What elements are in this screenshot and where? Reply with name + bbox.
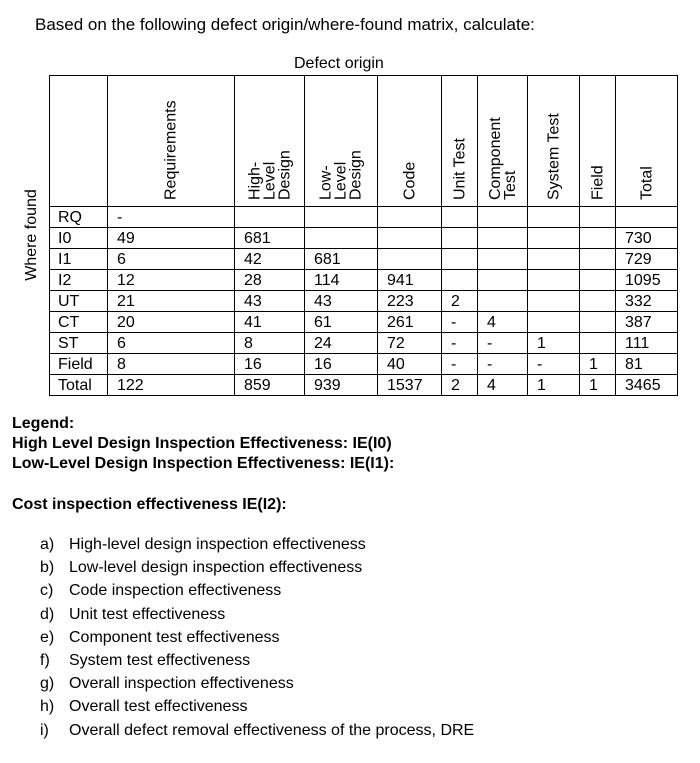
table-cell bbox=[616, 207, 678, 228]
defect-origin-label: Defect origin bbox=[294, 55, 384, 72]
table-cell: 730 bbox=[616, 228, 678, 249]
table-row bbox=[50, 291, 678, 312]
table-cell bbox=[478, 228, 528, 249]
table-cell: 28 bbox=[235, 270, 305, 291]
table-cell: 3465 bbox=[616, 375, 678, 396]
table-cell: - bbox=[528, 354, 580, 375]
matrix-header-row bbox=[50, 76, 678, 207]
task-text: Overall test effectiveness bbox=[69, 698, 248, 716]
table-cell: 6 bbox=[108, 333, 235, 354]
table-cell bbox=[478, 249, 528, 270]
column-header: Code bbox=[378, 76, 442, 207]
column-header: Low-Level Design bbox=[305, 76, 378, 207]
table-cell: - bbox=[442, 354, 478, 375]
table-cell: - bbox=[478, 333, 528, 354]
where-found-label: Where found bbox=[23, 189, 40, 281]
task-item bbox=[40, 697, 474, 720]
table-cell bbox=[478, 291, 528, 312]
table-cell: 24 bbox=[305, 333, 378, 354]
table-cell: 16 bbox=[235, 354, 305, 375]
table-cell bbox=[580, 249, 616, 270]
table-cell: 111 bbox=[616, 333, 678, 354]
table-cell: - bbox=[108, 207, 235, 228]
table-cell bbox=[528, 270, 580, 291]
task-marker: e) bbox=[40, 628, 55, 646]
table-cell: - bbox=[442, 312, 478, 333]
task-text: Overall inspection effectiveness bbox=[69, 675, 294, 693]
matrix-corner-cell bbox=[50, 76, 108, 207]
task-item bbox=[40, 605, 474, 628]
table-cell bbox=[528, 291, 580, 312]
table-row bbox=[50, 207, 678, 228]
table-cell: 1537 bbox=[378, 375, 442, 396]
row-label: CT bbox=[50, 312, 108, 333]
task-text: System test effectiveness bbox=[69, 651, 251, 669]
table-cell: 859 bbox=[235, 375, 305, 396]
table-cell: 1 bbox=[580, 375, 616, 396]
table-row bbox=[50, 270, 678, 291]
table-cell: 2 bbox=[442, 375, 478, 396]
table-cell: 261 bbox=[378, 312, 442, 333]
table-cell: 21 bbox=[108, 291, 235, 312]
column-header: Field bbox=[580, 76, 616, 207]
table-cell: 6 bbox=[108, 249, 235, 270]
table-cell: 20 bbox=[108, 312, 235, 333]
table-cell bbox=[442, 228, 478, 249]
row-label: Field bbox=[50, 354, 108, 375]
table-cell: 4 bbox=[478, 375, 528, 396]
task-text: Component test effectiveness bbox=[69, 628, 280, 646]
task-text: Code inspection effectiveness bbox=[69, 582, 282, 600]
table-cell bbox=[580, 312, 616, 333]
task-text: Unit test effectiveness bbox=[69, 605, 226, 623]
table-cell: 72 bbox=[378, 333, 442, 354]
table-cell: - bbox=[442, 333, 478, 354]
row-label: I1 bbox=[50, 249, 108, 270]
task-marker: g) bbox=[40, 675, 55, 693]
table-cell bbox=[378, 228, 442, 249]
table-cell: 2 bbox=[442, 291, 478, 312]
table-cell: 387 bbox=[616, 312, 678, 333]
table-cell: 681 bbox=[305, 249, 378, 270]
table-cell bbox=[305, 228, 378, 249]
table-cell bbox=[528, 228, 580, 249]
task-marker: c) bbox=[40, 582, 54, 600]
table-cell bbox=[478, 270, 528, 291]
table-cell: 16 bbox=[305, 354, 378, 375]
table-cell: 43 bbox=[305, 291, 378, 312]
defect-matrix bbox=[49, 75, 678, 396]
legend bbox=[12, 414, 394, 474]
table-row bbox=[50, 312, 678, 333]
table-row bbox=[50, 354, 678, 375]
legend-line: Low-Level Design Inspection Effectiveness: IE(I1): bbox=[12, 455, 395, 472]
table-cell: 729 bbox=[616, 249, 678, 270]
task-marker: a) bbox=[40, 536, 55, 553]
column-header: High-Level Design bbox=[235, 76, 305, 207]
task-marker: h) bbox=[40, 698, 55, 716]
task-item bbox=[40, 674, 474, 697]
table-cell bbox=[478, 207, 528, 228]
task-item bbox=[40, 721, 474, 744]
table-cell bbox=[580, 207, 616, 228]
row-label: UT bbox=[50, 291, 108, 312]
column-header: Unit Test bbox=[442, 76, 478, 207]
table-cell: 1095 bbox=[616, 270, 678, 291]
row-label: ST bbox=[50, 333, 108, 354]
column-header: Component Test bbox=[478, 76, 528, 207]
column-header: System Test bbox=[528, 76, 580, 207]
table-cell: 43 bbox=[235, 291, 305, 312]
row-label: I0 bbox=[50, 228, 108, 249]
table-cell: 681 bbox=[235, 228, 305, 249]
table-cell bbox=[378, 207, 442, 228]
table-cell: 49 bbox=[108, 228, 235, 249]
task-list bbox=[40, 535, 474, 744]
row-label: I2 bbox=[50, 270, 108, 291]
table-cell: 122 bbox=[108, 375, 235, 396]
column-header: Total bbox=[616, 76, 678, 207]
intro-text: Based on the following defect origin/where-found matrix, calculate: bbox=[35, 15, 535, 34]
table-cell bbox=[442, 249, 478, 270]
table-cell bbox=[235, 207, 305, 228]
task-item bbox=[40, 628, 474, 651]
table-cell bbox=[528, 249, 580, 270]
table-cell bbox=[305, 207, 378, 228]
table-cell: 332 bbox=[616, 291, 678, 312]
table-cell bbox=[528, 312, 580, 333]
task-item bbox=[40, 581, 474, 604]
table-cell: 939 bbox=[305, 375, 378, 396]
table-row bbox=[50, 333, 678, 354]
task-item bbox=[40, 651, 474, 674]
task-marker: i) bbox=[40, 721, 49, 739]
task-marker: b) bbox=[40, 559, 55, 577]
task-item bbox=[40, 558, 474, 581]
legend-title: Legend: bbox=[12, 415, 75, 432]
table-cell: 1 bbox=[580, 354, 616, 375]
table-cell bbox=[580, 333, 616, 354]
column-header: Requirements bbox=[108, 76, 235, 207]
cost-line: Cost inspection effectiveness IE(I2): bbox=[12, 496, 287, 513]
table-cell bbox=[442, 207, 478, 228]
table-row bbox=[50, 375, 678, 396]
table-cell bbox=[378, 249, 442, 270]
table-cell: - bbox=[478, 354, 528, 375]
task-text: Low-level design inspection effectiveness bbox=[69, 559, 363, 577]
task-marker: f) bbox=[40, 651, 50, 669]
legend-line: High Level Design Inspection Effectiveness: IE(I0) bbox=[12, 435, 392, 452]
table-cell: 61 bbox=[305, 312, 378, 333]
table-row bbox=[50, 228, 678, 249]
task-text: High-level design inspection effectiveness bbox=[69, 536, 366, 553]
table-cell: 1 bbox=[528, 375, 580, 396]
table-cell: 114 bbox=[305, 270, 378, 291]
table-cell bbox=[580, 228, 616, 249]
row-label: RQ bbox=[50, 207, 108, 228]
table-cell: 4 bbox=[478, 312, 528, 333]
row-label: Total bbox=[50, 375, 108, 396]
table-cell: 40 bbox=[378, 354, 442, 375]
table-cell: 12 bbox=[108, 270, 235, 291]
table-cell bbox=[580, 291, 616, 312]
table-cell bbox=[580, 270, 616, 291]
table-cell: 941 bbox=[378, 270, 442, 291]
table-cell: 42 bbox=[235, 249, 305, 270]
task-item bbox=[40, 535, 474, 558]
table-cell: 1 bbox=[528, 333, 580, 354]
table-row bbox=[50, 249, 678, 270]
table-cell: 223 bbox=[378, 291, 442, 312]
table-cell bbox=[442, 270, 478, 291]
table-cell: 8 bbox=[235, 333, 305, 354]
task-marker: d) bbox=[40, 605, 55, 623]
table-cell: 8 bbox=[108, 354, 235, 375]
task-text: Overall defect removal effectiveness of the process, DRE bbox=[69, 721, 475, 739]
table-cell: 41 bbox=[235, 312, 305, 333]
table-cell bbox=[528, 207, 580, 228]
table-cell: 81 bbox=[616, 354, 678, 375]
